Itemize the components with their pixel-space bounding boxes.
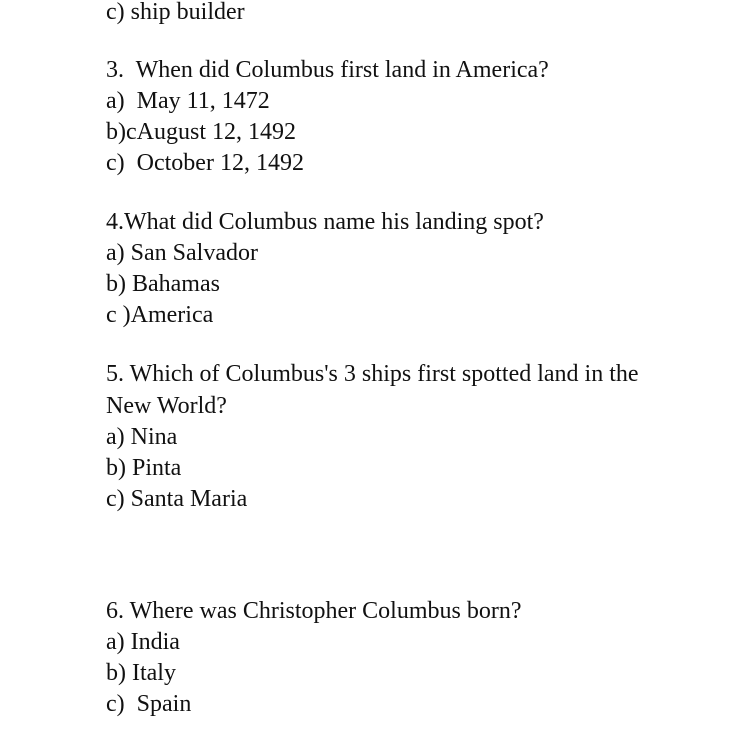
question-6: 6. Where was Christopher Columbus born? [106, 598, 522, 624]
q4-option-a: a) San Salvador [106, 240, 258, 266]
question-4: 4.What did Columbus name his landing spot? [106, 209, 544, 235]
question-5-line-1: 5. Which of Columbus's 3 ships first spotted land in the [106, 361, 639, 387]
q5-option-a: a) Nina [106, 424, 178, 450]
q5-option-c: c) Santa Maria [106, 486, 248, 512]
question-5-line-2: New World? [106, 393, 227, 419]
q2-option-c: c) ship builder [106, 0, 245, 25]
q3-option-a: a) May 11, 1472 [106, 88, 270, 114]
q3-option-b: b)cAugust 12, 1492 [106, 119, 296, 145]
q4-option-b: b) Bahamas [106, 271, 220, 297]
q6-option-a: a) India [106, 629, 180, 655]
question-3: 3. When did Columbus first land in America? [106, 57, 549, 83]
q3-option-c: c) October 12, 1492 [106, 150, 304, 176]
q5-option-b: b) Pinta [106, 455, 182, 481]
q6-option-b: b) Italy [106, 660, 176, 686]
q4-option-c: c )America [106, 302, 214, 328]
q6-option-c: c) Spain [106, 691, 192, 717]
